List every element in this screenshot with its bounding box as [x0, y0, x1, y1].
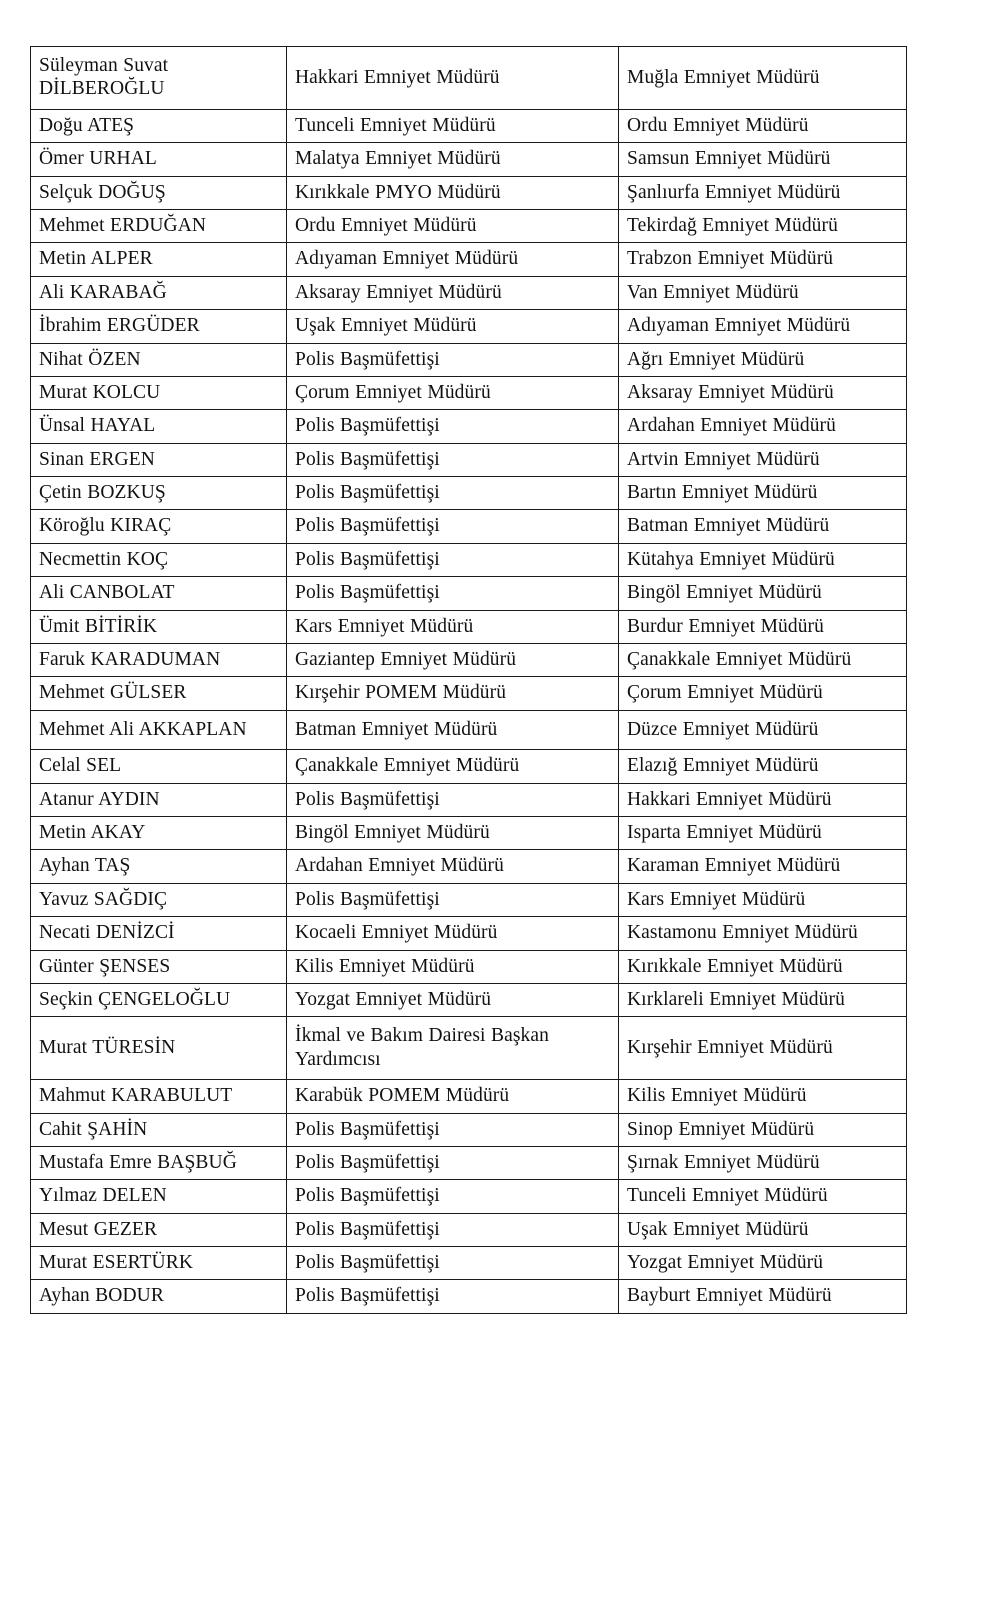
table-row: [31, 376, 907, 409]
cell-new-post: Uşak Emniyet Müdürü: [619, 1213, 907, 1246]
table-row: [31, 510, 907, 543]
cell-current-post: Uşak Emniyet Müdürü: [287, 310, 619, 343]
cell-new-post: Samsun Emniyet Müdürü: [619, 143, 907, 176]
table-row: [31, 1017, 907, 1080]
cell-officer-name: İbrahim ERGÜDER: [31, 310, 287, 343]
table-row: [31, 477, 907, 510]
cell-officer-name: Doğu ATEŞ: [31, 109, 287, 142]
cell-officer-name: Necmettin KOÇ: [31, 543, 287, 576]
cell-new-post: Muğla Emniyet Müdürü: [619, 47, 907, 110]
cell-new-post: Burdur Emniyet Müdürü: [619, 610, 907, 643]
cell-current-post: Çanakkale Emniyet Müdürü: [287, 750, 619, 783]
cell-current-post: Polis Başmüfettişi: [287, 410, 619, 443]
cell-new-post: Artvin Emniyet Müdürü: [619, 443, 907, 476]
cell-officer-name: Mehmet ERDUĞAN: [31, 209, 287, 242]
cell-new-post: Kırklareli Emniyet Müdürü: [619, 983, 907, 1016]
cell-new-post: Elazığ Emniyet Müdürü: [619, 750, 907, 783]
cell-current-post: Adıyaman Emniyet Müdürü: [287, 243, 619, 276]
cell-new-post: Bingöl Emniyet Müdürü: [619, 577, 907, 610]
cell-new-post: Kastamonu Emniyet Müdürü: [619, 917, 907, 950]
cell-current-post: Bingöl Emniyet Müdürü: [287, 816, 619, 849]
assignments-table-body: [31, 47, 907, 1314]
cell-officer-name: Ayhan BODUR: [31, 1280, 287, 1313]
table-row: [31, 850, 907, 883]
cell-new-post: Kars Emniyet Müdürü: [619, 883, 907, 916]
cell-officer-name: Mustafa Emre BAŞBUĞ: [31, 1146, 287, 1179]
cell-officer-name: Celal SEL: [31, 750, 287, 783]
table-row: [31, 543, 907, 576]
table-row: [31, 883, 907, 916]
cell-new-post: Sinop Emniyet Müdürü: [619, 1113, 907, 1146]
table-row: [31, 610, 907, 643]
cell-current-post: Yozgat Emniyet Müdürü: [287, 983, 619, 1016]
cell-new-post: Kütahya Emniyet Müdürü: [619, 543, 907, 576]
cell-officer-name: Faruk KARADUMAN: [31, 644, 287, 677]
cell-officer-name: Ömer URHAL: [31, 143, 287, 176]
table-row: [31, 410, 907, 443]
cell-new-post: Tekirdağ Emniyet Müdürü: [619, 209, 907, 242]
table-row: [31, 443, 907, 476]
cell-current-post: Tunceli Emniyet Müdürü: [287, 109, 619, 142]
cell-officer-name: Metin AKAY: [31, 816, 287, 849]
cell-new-post: Aksaray Emniyet Müdürü: [619, 376, 907, 409]
cell-current-post: Polis Başmüfettişi: [287, 510, 619, 543]
table-row: [31, 276, 907, 309]
table-row: [31, 1113, 907, 1146]
table-row: [31, 644, 907, 677]
cell-current-post: Malatya Emniyet Müdürü: [287, 143, 619, 176]
table-row: [31, 577, 907, 610]
cell-officer-name: Süleyman Suvat DİLBEROĞLU: [31, 47, 287, 110]
cell-new-post: Düzce Emniyet Müdürü: [619, 710, 907, 749]
cell-current-post: Ordu Emniyet Müdürü: [287, 209, 619, 242]
cell-new-post: Çorum Emniyet Müdürü: [619, 677, 907, 710]
cell-new-post: Adıyaman Emniyet Müdürü: [619, 310, 907, 343]
cell-officer-name: Nihat ÖZEN: [31, 343, 287, 376]
table-row: [31, 1080, 907, 1113]
cell-new-post: Şanlıurfa Emniyet Müdürü: [619, 176, 907, 209]
cell-current-post: Kırşehir POMEM Müdürü: [287, 677, 619, 710]
cell-new-post: Kırıkkale Emniyet Müdürü: [619, 950, 907, 983]
cell-current-post: İkmal ve Bakım Dairesi Başkan Yardımcısı: [287, 1017, 619, 1080]
cell-officer-name: Murat KOLCU: [31, 376, 287, 409]
cell-new-post: Ardahan Emniyet Müdürü: [619, 410, 907, 443]
cell-officer-name: Ümit BİTİRİK: [31, 610, 287, 643]
cell-new-post: Bayburt Emniyet Müdürü: [619, 1280, 907, 1313]
cell-current-post: Polis Başmüfettişi: [287, 577, 619, 610]
table-row: [31, 143, 907, 176]
cell-new-post: Şırnak Emniyet Müdürü: [619, 1146, 907, 1179]
table-row: [31, 176, 907, 209]
cell-new-post: Kilis Emniyet Müdürü: [619, 1080, 907, 1113]
cell-officer-name: Günter ŞENSES: [31, 950, 287, 983]
table-row: [31, 950, 907, 983]
cell-current-post: Karabük POMEM Müdürü: [287, 1080, 619, 1113]
cell-current-post: Aksaray Emniyet Müdürü: [287, 276, 619, 309]
cell-officer-name: Sinan ERGEN: [31, 443, 287, 476]
cell-officer-name: Murat ESERTÜRK: [31, 1247, 287, 1280]
cell-officer-name: Necati DENİZCİ: [31, 917, 287, 950]
cell-current-post: Kocaeli Emniyet Müdürü: [287, 917, 619, 950]
cell-current-post: Polis Başmüfettişi: [287, 443, 619, 476]
cell-new-post: Van Emniyet Müdürü: [619, 276, 907, 309]
table-row: [31, 983, 907, 1016]
cell-officer-name: Mehmet GÜLSER: [31, 677, 287, 710]
cell-officer-name: Metin ALPER: [31, 243, 287, 276]
cell-current-post: Kırıkkale PMYO Müdürü: [287, 176, 619, 209]
cell-new-post: Kırşehir Emniyet Müdürü: [619, 1017, 907, 1080]
cell-current-post: Polis Başmüfettişi: [287, 1213, 619, 1246]
cell-new-post: Hakkari Emniyet Müdürü: [619, 783, 907, 816]
cell-current-post: Polis Başmüfettişi: [287, 883, 619, 916]
cell-officer-name: Selçuk DOĞUŞ: [31, 176, 287, 209]
cell-new-post: Tunceli Emniyet Müdürü: [619, 1180, 907, 1213]
cell-officer-name: Cahit ŞAHİN: [31, 1113, 287, 1146]
table-row: [31, 47, 907, 110]
cell-current-post: Çorum Emniyet Müdürü: [287, 376, 619, 409]
cell-officer-name: Yılmaz DELEN: [31, 1180, 287, 1213]
cell-officer-name: Ayhan TAŞ: [31, 850, 287, 883]
cell-new-post: Ağrı Emniyet Müdürü: [619, 343, 907, 376]
cell-officer-name: Yavuz SAĞDIÇ: [31, 883, 287, 916]
table-row: [31, 750, 907, 783]
table-row: [31, 1247, 907, 1280]
cell-officer-name: Çetin BOZKUŞ: [31, 477, 287, 510]
cell-current-post: Hakkari Emniyet Müdürü: [287, 47, 619, 110]
cell-current-post: Polis Başmüfettişi: [287, 343, 619, 376]
cell-officer-name: Murat TÜRESİN: [31, 1017, 287, 1080]
cell-officer-name: Mehmet Ali AKKAPLAN: [31, 710, 287, 749]
table-row: [31, 783, 907, 816]
cell-officer-name: Ali KARABAĞ: [31, 276, 287, 309]
cell-officer-name: Seçkin ÇENGELOĞLU: [31, 983, 287, 1016]
table-row: [31, 343, 907, 376]
cell-new-post: Yozgat Emniyet Müdürü: [619, 1247, 907, 1280]
table-row: [31, 209, 907, 242]
cell-officer-name: Ünsal HAYAL: [31, 410, 287, 443]
cell-current-post: Polis Başmüfettişi: [287, 1146, 619, 1179]
cell-current-post: Polis Başmüfettişi: [287, 1247, 619, 1280]
table-row: [31, 1280, 907, 1313]
table-row: [31, 109, 907, 142]
cell-new-post: Batman Emniyet Müdürü: [619, 510, 907, 543]
cell-new-post: Çanakkale Emniyet Müdürü: [619, 644, 907, 677]
cell-current-post: Polis Başmüfettişi: [287, 543, 619, 576]
cell-current-post: Kars Emniyet Müdürü: [287, 610, 619, 643]
cell-new-post: Ordu Emniyet Müdürü: [619, 109, 907, 142]
cell-current-post: Ardahan Emniyet Müdürü: [287, 850, 619, 883]
cell-current-post: Polis Başmüfettişi: [287, 1280, 619, 1313]
assignments-table: [30, 46, 907, 1314]
cell-officer-name: Atanur AYDIN: [31, 783, 287, 816]
table-row: [31, 917, 907, 950]
cell-officer-name: Ali CANBOLAT: [31, 577, 287, 610]
table-row: [31, 710, 907, 749]
cell-officer-name: Mahmut KARABULUT: [31, 1080, 287, 1113]
cell-new-post: Karaman Emniyet Müdürü: [619, 850, 907, 883]
cell-current-post: Gaziantep Emniyet Müdürü: [287, 644, 619, 677]
cell-new-post: Bartın Emniyet Müdürü: [619, 477, 907, 510]
cell-current-post: Polis Başmüfettişi: [287, 783, 619, 816]
cell-new-post: Trabzon Emniyet Müdürü: [619, 243, 907, 276]
table-row: [31, 1213, 907, 1246]
table-row: [31, 1146, 907, 1179]
table-row: [31, 1180, 907, 1213]
cell-current-post: Batman Emniyet Müdürü: [287, 710, 619, 749]
cell-new-post: Isparta Emniyet Müdürü: [619, 816, 907, 849]
cell-current-post: Polis Başmüfettişi: [287, 1180, 619, 1213]
table-row: [31, 677, 907, 710]
cell-officer-name: Köroğlu KIRAÇ: [31, 510, 287, 543]
cell-current-post: Polis Başmüfettişi: [287, 1113, 619, 1146]
table-row: [31, 243, 907, 276]
table-row: [31, 310, 907, 343]
cell-current-post: Kilis Emniyet Müdürü: [287, 950, 619, 983]
table-row: [31, 816, 907, 849]
cell-officer-name: Mesut GEZER: [31, 1213, 287, 1246]
cell-current-post: Polis Başmüfettişi: [287, 477, 619, 510]
